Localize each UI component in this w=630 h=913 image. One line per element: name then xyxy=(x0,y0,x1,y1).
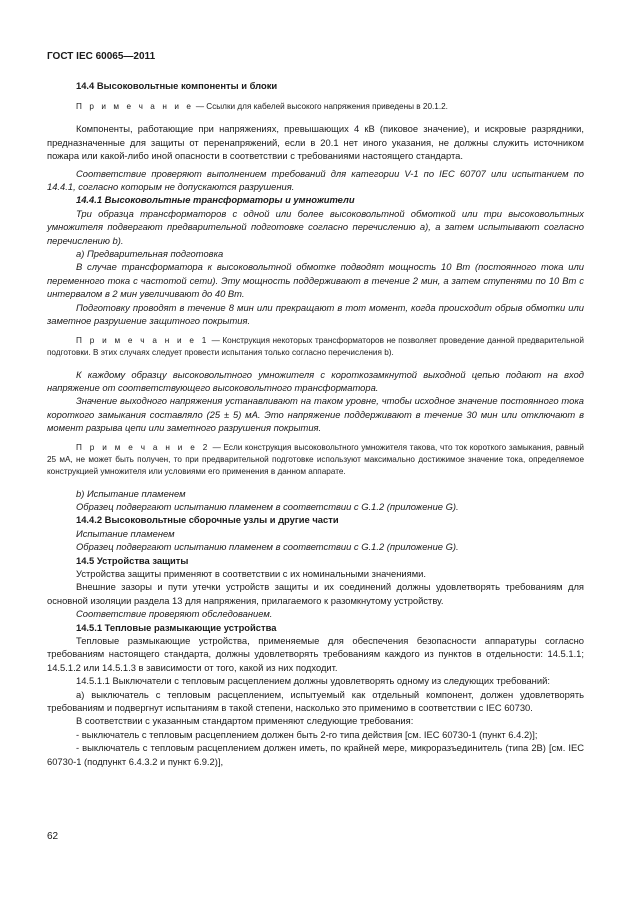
paragraph: 14.5.1.1 Выключатели с тепловым расцеплением должны удовлетворять одному из следующих требований: xyxy=(76,675,550,687)
paragraph: Образец подвергают испытанию пламенем в соответствии с G.1.2 (приложение G). xyxy=(76,500,459,512)
list-item: а) выключатель с тепловым расцеплением, испытуемый как отдельный компонент, должен удовлетворять требованиям и подвергнут испытаниям в такой степени, насколько это применимо в соответствии с IEC 60730. xyxy=(47,688,584,714)
paragraph: Испытание пламенем xyxy=(76,527,175,539)
heading-14-5-1: 14.5.1 Тепловые размыкающие устройства xyxy=(76,621,277,633)
paragraph: Устройства защиты применяют в соответствии с их номинальными значениями. xyxy=(76,567,427,579)
heading-14-4-1: 14.4.1 Высоковольтные трансформаторы и умножители xyxy=(76,194,355,206)
paragraph: Три образца трансформаторов с одной или более высоковольтной обмоткой или три высоковольтных умножителя подвергают предварительной подготовке согласно перечислению а), а затем испытывают согласно перечислению b). xyxy=(47,207,584,246)
document-header: ГОСТ IEC 60065—2011 xyxy=(47,51,156,62)
note-1-text: — Конструкция некоторых трансформаторов не позволяет проведение данной предварительной подготовки. В этих случаях следует провести испытания только согласно перечисления b). xyxy=(47,335,584,357)
note-text: — Ссылки для кабелей высокого напряжения приведены в 20.1.2. xyxy=(193,102,448,112)
note-label: П р и м е ч а н и е xyxy=(76,102,194,112)
paragraph: К каждому образцу высоковольтного умножителя с короткозамкнутой выходной цепью подают на вход напряжение от соответствующего высоковольтного трансформатора. xyxy=(47,368,584,393)
page-number: 62 xyxy=(47,831,59,842)
paragraph: Подготовку проводят в течение 8 мин или прекращают в тот момент, когда происходит обрыв обмотки или заметное разрушение защитного покрытия. xyxy=(47,301,584,327)
paragraph: Соответствие проверяют выполнением требований для категории V-1 по IEC 60707 или испытанием по 14.4.1, согласно которым не допускаются разрушения. xyxy=(47,167,584,193)
paragraph: Соответствие проверяют обследованием. xyxy=(76,608,273,620)
list-item: - выключатель с тепловым расцеплением должен иметь, по крайней мере, микроразъединитель (типа 2В) [см. IEC 60730-1 (подпункт 6.4.3.2 и пункт 6.9.2)], xyxy=(47,742,584,767)
note-2-label: П р и м е ч а н и е 2 xyxy=(76,442,210,452)
paragraph: Внешние зазоры и пути утечки устройств защиты и их соединений должны удовлетворять требованиям для основной изоляции раздела 13 для напряжения, прилагаемого к разомкнутому устройству. xyxy=(47,581,584,606)
heading-14-5: 14.5 Устройства защиты xyxy=(76,554,189,566)
document-body xyxy=(47,79,584,768)
paragraph: Образец подвергают испытанию пламенем в соответствии с G.1.2 (приложение G). xyxy=(76,541,459,553)
list-item: - выключатель с тепловым расцеплением должен быть 2-го типа действия [см. IEC 60730-1 (пункт 6.4.2)]; xyxy=(76,728,538,740)
paragraph: В соответствии с указанным стандартом применяют следующие требования: xyxy=(76,715,414,727)
paragraph: Компоненты, работающие при напряжениях, превышающих 4 кВ (пиковое значение), и искровые разрядники, предназначенные для защиты от перенапряжений, если в 20.1 нет иного указания, не должны служить источником пожара или какой-либо иной опасности в соответствии с требованиями настоящего стандарта. xyxy=(47,123,584,162)
list-item: а) Предварительная подготовка xyxy=(76,248,224,260)
paragraph: В случае трансформатора к высоковольтной обмотке подводят мощность 10 Вт (постоянного тока или переменного тока с частотой сети). Эту мощность поддерживают в течение 2 мин, а затем ступенями по 10 Вт с интервалом в 2 мин увеличивают до 40 Вт. xyxy=(47,261,584,300)
heading-14-4-2: 14.4.2 Высоковольтные сборочные узлы и другие части xyxy=(76,514,339,526)
note-2 xyxy=(47,442,584,478)
paragraph: Тепловые размыкающие устройства, применяемые для обеспечения безопасности аппаратуры согласно требованиям настоящего стандарта, должны удовлетворять требованиям каждого из пунктов в отдельности: 14.5.1.1; 14.5.1.2 или 14.5.1.3 в зависимости от того, какой из них подходит. xyxy=(47,635,584,673)
heading-14-4: 14.4 Высоковольтные компоненты и блоки xyxy=(76,80,278,91)
note-1 xyxy=(47,335,584,359)
paragraph: Значение выходного напряжения устанавливают на таком уровне, чтобы исходное значение постоянного тока короткого замыкания составляло (25 ± 5) мА. Это напряжение поддерживают в течение 30 мин или отключают в момент разрыва цепи или заметного разрушения покрытия. xyxy=(47,395,584,434)
note xyxy=(47,101,584,113)
list-item: b) Испытание пламенем xyxy=(76,487,186,499)
note-1-label: П р и м е ч а н и е 1 xyxy=(76,335,209,345)
note-2-text: — Если конструкция высоковольтного умножителя такова, что ток короткого замыкания, равный 25 мА, не может быть получен, то при предварительной подготовке используют максимально достижимое значение тока, определяемое конструкцией умножителя или условиями его применения в данном аппарате. xyxy=(47,442,584,476)
